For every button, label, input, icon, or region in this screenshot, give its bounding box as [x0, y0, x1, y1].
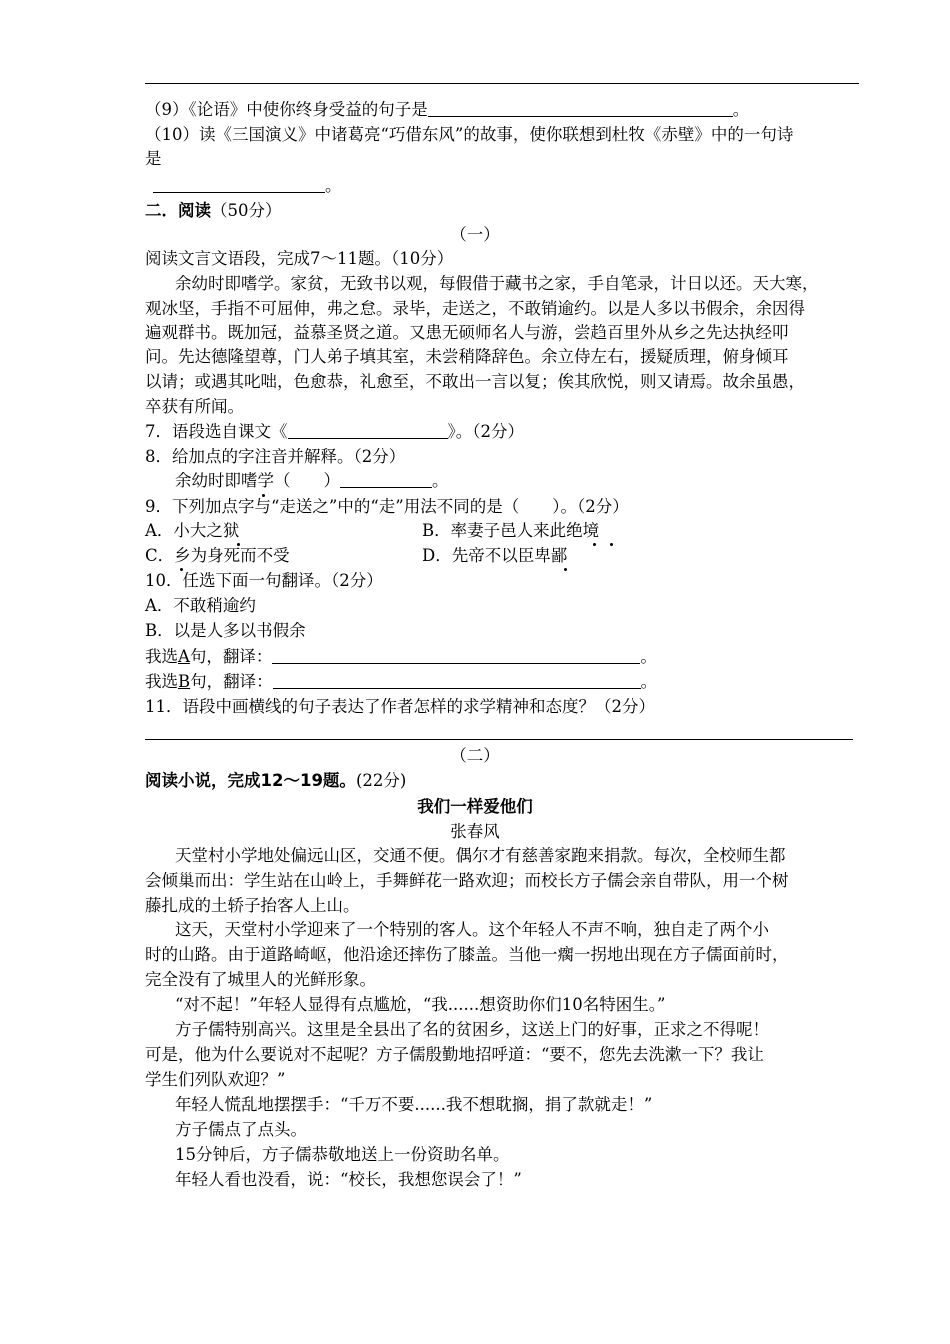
passage-line: 遍观群书。既加冠，益慕圣贤之道。又患无硕师名人与游，尝趋百里外从乡之先达执经叩 — [145, 323, 789, 342]
story-line: 这天，天堂村小学迎来了一个特别的客人。这个年轻人不声不响，独自走了两个小 — [175, 920, 769, 939]
question-10: 10．任选下面一句翻译。（2分） — [145, 571, 383, 590]
answer-blank[interactable] — [272, 646, 640, 664]
story-line: 会倾巢而出：学生站在山岭上，手舞鲜花一路欢迎；而校长方子儒会亲自带队，用一个树 — [145, 871, 789, 890]
translate-item-a: A．不敢稍逾约 — [145, 596, 256, 615]
passage-line: 卒获有所闻。 — [145, 397, 244, 416]
emphasis-dot — [610, 543, 613, 546]
option-c: C．乡为身死而不受 — [145, 546, 290, 565]
section-divider — [145, 739, 853, 740]
story-line: “对不起！”年轻人显得有点尴尬，“我......想资助你们10名特困生。” — [175, 995, 666, 1014]
answer-blank[interactable] — [340, 470, 432, 488]
fill-in-question-10-cont: 是 — [145, 149, 162, 168]
top-rule — [145, 83, 859, 84]
story-line: 15分钟后，方子儒恭敬地送上一份资助名单。 — [175, 1145, 510, 1164]
story-line: 方子儒特别高兴。这里是全县出了名的贫困乡，这送上门的好事，正求之不得呢！ — [175, 1020, 769, 1039]
fill-in-question-10-answer: 。 — [153, 174, 342, 198]
passage-line: 问。先达德隆望尊，门人弟子填其室，未尝稍降辞色。余立侍左右，援疑质理，俯身倾耳 — [145, 347, 789, 366]
story-author: 张春风 — [450, 822, 500, 841]
question-text: （9）《论语》中使你终身受益的句子是 — [145, 100, 428, 119]
option-b: B．率妻子邑人来此绝境 — [422, 521, 600, 540]
question-8-item: 余幼时即嗜学（ ） 。 — [175, 471, 449, 490]
question-text: （10）读《三国演义》中诸葛亮“巧借东风”的故事，使你联想到杜牧《赤壁》中的一句诗 — [145, 125, 794, 144]
passage-line: 余幼时即嗜学。家贫，无致书以观，每假借于藏书之家，手自笔录，计日以还。天大寒， — [175, 274, 819, 293]
section-heading: 二．阅读（50分） — [145, 201, 282, 220]
story-line: 学生们列队欢迎？” — [145, 1070, 286, 1089]
option-d: D．先帝不以臣卑鄙 — [422, 546, 568, 565]
story-line: 完全没有了城里人的光鲜形象。 — [145, 970, 376, 989]
passage-line: 以请；或遇其叱咄，色愈恭，礼愈至，不敢出一言以复；俟其欣悦，则又请焉。故余虽愚， — [145, 372, 805, 391]
answer-blank[interactable] — [273, 671, 641, 689]
option-a: A．小大之狱 — [145, 521, 240, 540]
translate-item-b: B．以是人多以书假余 — [145, 621, 306, 640]
part-marker-1: （一） — [450, 225, 500, 244]
story-line: 藤扎成的土轿子抬客人上山。 — [145, 896, 360, 915]
answer-blank[interactable] — [288, 421, 448, 439]
question-9: 9．下列加点字与“走送之”中的“走”用法不同的是（ ）。（2分） — [145, 497, 629, 516]
choose-a-line: 我选A句，翻译： 。 — [145, 647, 657, 666]
story-line: 可是，他为什么要说对不起呢？方子儒殷勤地招呼道：“要不，您先去洗漱一下？我让 — [145, 1045, 764, 1064]
story-title: 我们一样爱他们 — [417, 797, 533, 816]
choose-b-line: 我选B句，翻译： 。 — [145, 672, 658, 691]
story-line: 天堂村小学地处偏远山区，交通不便。偶尔才有慈善家跑来捐款。每次，全校师生都 — [175, 846, 786, 865]
answer-blank[interactable] — [153, 175, 325, 193]
story-line: 年轻人看也没看，说：“校长，我想您误会了！” — [175, 1170, 522, 1189]
emphasis-dot — [564, 568, 567, 571]
story-line: 年轻人慌乱地摆摆手：“千万不要......我不想耽搁，捐了款就走！” — [175, 1095, 653, 1114]
fill-in-question-10 — [145, 123, 793, 147]
fill-in-question-9: （9）《论语》中使你终身受益的句子是 。 — [145, 100, 750, 119]
emphasis-dot — [593, 543, 596, 546]
question-7: 7．语段选自课文《 》。（2分） — [145, 422, 524, 441]
question-8: 8．给加点的字注音并解释。（2分） — [145, 447, 406, 466]
passage-line: 观冰坚，手指不可屈伸，弗之怠。录毕，走送之，不敢销逾约。以是人多以书假余，余因得 — [145, 299, 805, 318]
story-line: 时的山路。由于道路崎岖，他沿途还摔伤了膝盖。当他一瘸一拐地出现在方子儒面前时， — [145, 945, 789, 964]
question-11: 11．语段中画横线的句子表达了作者怎样的求学精神和态度？（2分） — [145, 697, 655, 716]
part2-instruction: 阅读小说，完成12～19题。(22分) — [145, 771, 407, 790]
answer-blank[interactable] — [428, 99, 733, 117]
part-marker-2: （二） — [450, 746, 500, 765]
story-line: 方子儒点了点头。 — [175, 1120, 307, 1139]
part1-instruction: 阅读文言文语段，完成7～11题。（10分） — [145, 249, 454, 268]
